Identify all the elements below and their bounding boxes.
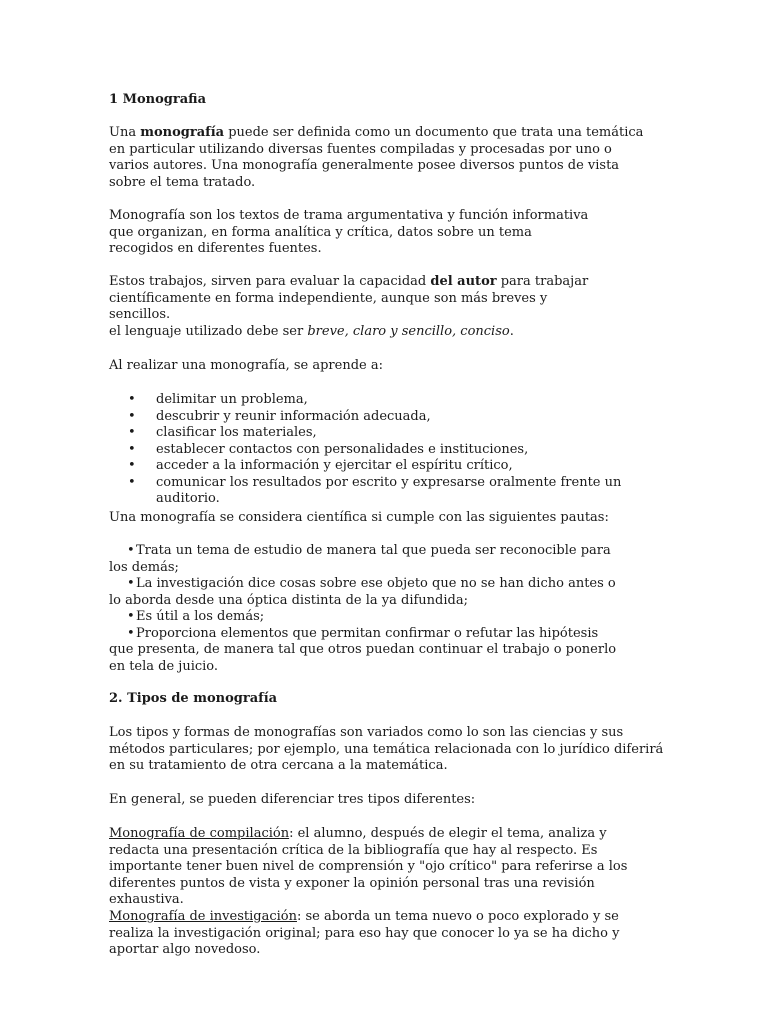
list-item-text: Es útil a los demás; <box>136 609 265 624</box>
paragraph-evaluation <box>109 274 599 324</box>
bullet: • <box>128 458 136 473</box>
list-item <box>109 626 624 676</box>
list-item-text: La investigación dice cosas sobre ese objeto que no se han dicho antes o lo aborda desde una óptica distinta de la ya difundida; <box>109 576 616 608</box>
bullet: • <box>128 425 136 440</box>
text: : se aborda un tema nuevo o poco explorado y se realiza la investigación original; para eso hay que conocer lo ya se ha dicho y aportar algo novedoso. <box>109 909 620 957</box>
text: el lenguaje utilizado debe ser <box>109 324 308 339</box>
paragraph-language <box>109 324 649 341</box>
bullet: • <box>127 543 135 558</box>
text: Estos trabajos, sirven para evaluar la capacidad <box>109 274 431 289</box>
bold-term: del autor <box>430 274 497 289</box>
bold-term: monografía <box>140 125 225 140</box>
section-1-heading: 1 Monografia <box>109 92 206 107</box>
list-item <box>109 609 624 626</box>
list-item <box>109 543 624 576</box>
list-item-text: comunicar los resultados por escrito y expresarse oralmente frente un auditorio. <box>156 474 622 506</box>
list-item <box>109 475 669 508</box>
bullet: • <box>127 576 135 591</box>
list-item-text: Proporciona elementos que permitan confirmar o refutar las hipótesis que presenta, de manera tal que otros puedan continuar el trabajo o ponerlo en tela de juicio. <box>109 625 617 674</box>
paragraph-compilation <box>109 826 649 909</box>
list-item <box>109 442 669 459</box>
paragraph-types-intro: Los tipos y formas de monografías son variados como lo son las ciencias y sus métodos particulares; por ejemplo, una temática relacionada con lo jurídico diferirá en su tratamiento de otra cercana a la matemática. <box>109 725 664 773</box>
list-item-text: delimitar un problema, <box>156 392 308 407</box>
paragraph-general: En general, se pueden diferenciar tres tipos diferentes: <box>109 792 476 807</box>
list-item-text: establecer contactos con personalidades e instituciones, <box>156 441 529 457</box>
bullet: • <box>128 441 136 457</box>
term-link: Monografía de investigación <box>109 909 297 924</box>
list-item <box>109 458 669 475</box>
list-item <box>109 392 669 409</box>
bullet: • <box>128 392 136 407</box>
text: . <box>509 324 514 339</box>
paragraph-texts: Monografía son los textos de trama argumentativa y función informativa que organizan, en forma analítica y crítica, datos sobre un tema recogidos en diferentes fuentes. <box>109 208 589 256</box>
text: Una <box>109 125 141 140</box>
bullet: • <box>128 408 136 424</box>
text: para trabajar científicamente en forma independiente, aunque son más breves y sencillos. <box>109 274 589 322</box>
list-item-text: acceder a la información y ejercitar el espíritu crítico, <box>156 458 513 473</box>
list-item-text: clasificar los materiales, <box>156 425 317 440</box>
list-item-text: Trata un tema de estudio de manera tal que pueda ser reconocible para los demás; <box>109 543 611 575</box>
text: puede ser definida como un documento que trata una temática en particular utilizando diversas fuentes compiladas y procesadas por uno o varios autores. Una monografía generalmente posee diversos puntos de vista sobre el tema tratado. <box>109 125 644 190</box>
paragraph-research <box>109 909 649 959</box>
bullet: • <box>128 474 136 490</box>
term-link: Monografía de compilación <box>109 826 290 841</box>
bullet: • <box>127 625 135 641</box>
learn-list <box>109 392 669 508</box>
paragraph-learn-intro: Al realizar una monografía, se aprende a: <box>109 358 383 373</box>
section-2-heading: 2. Tipos de monografía <box>109 691 278 706</box>
paragraph-criteria-intro: Una monografía se considera científica si cumple con las siguientes pautas: <box>109 510 609 525</box>
bullet: • <box>127 609 135 624</box>
list-item-text: descubrir y reunir información adecuada, <box>156 408 431 424</box>
list-item <box>109 409 669 426</box>
list-item <box>109 576 624 609</box>
list-item <box>109 425 669 442</box>
criteria-list <box>109 543 624 675</box>
italic-text: breve, claro y sencillo, conciso <box>307 324 510 339</box>
paragraph-definition <box>109 125 649 191</box>
text: : el alumno, después de elegir el tema, analiza y redacta una presentación crítica de la bibliografía que hay al respecto. Es importante tener buen nivel de comprensión y "ojo crítico" para referirse a los diferentes puntos de vista y exponer la opinión personal tras una revisión exhaustiva. <box>109 826 628 907</box>
